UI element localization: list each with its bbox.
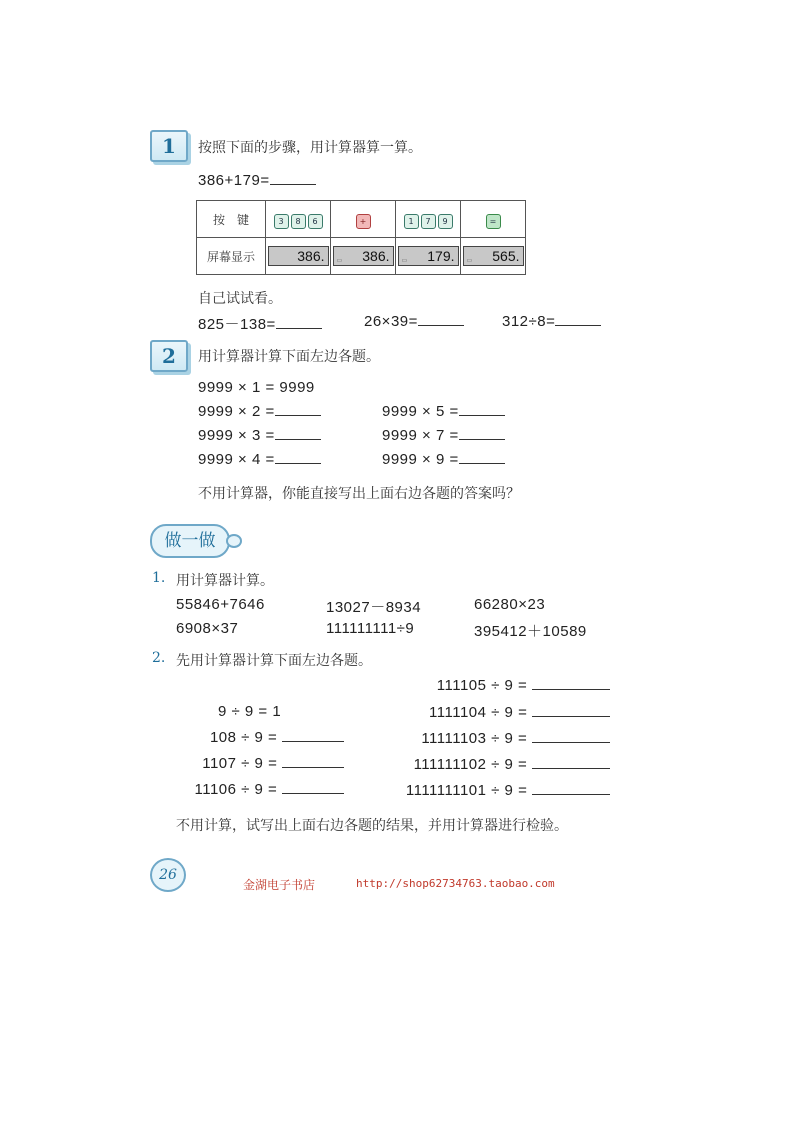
- question-number-1: 1.: [152, 570, 166, 586]
- key-button: 3: [274, 214, 289, 229]
- problem-text: 9999 × 9 =: [382, 451, 459, 468]
- section1-instruction: 按照下面的步骤，用计算器算一算。: [198, 140, 422, 156]
- answer-blank[interactable]: [418, 324, 464, 326]
- section-number-2: 2: [150, 340, 188, 372]
- answer-blank[interactable]: [532, 767, 610, 769]
- key-button: 1: [404, 214, 419, 229]
- answer-blank[interactable]: [532, 741, 610, 743]
- problem-text: 9999 × 2 =: [198, 403, 275, 420]
- problem-text: 9 ÷ 9 = 1: [218, 703, 282, 720]
- q2-note: 不用计算，试写出上面右边各题的结果，并用计算器进行检验。: [176, 818, 568, 834]
- key-group-3: [396, 201, 461, 238]
- problem-text: 11111103 ÷ 9 =: [421, 730, 528, 747]
- problem-text: 9999 × 5 =: [382, 403, 459, 420]
- q2-left-row: [150, 729, 344, 746]
- calc-problem: 66280×23: [474, 596, 546, 613]
- display-row: [197, 238, 526, 275]
- question-number-2: 2.: [152, 650, 166, 666]
- store-name: 金湖电子书店: [243, 878, 316, 892]
- speech-bubble-tail-icon: [226, 534, 242, 548]
- problem-text: 9999 × 7 =: [382, 427, 459, 444]
- problem-text: 312÷8=: [502, 313, 556, 330]
- problem-text: 825－138=: [198, 316, 276, 333]
- problem-text: 1111104 ÷ 9 =: [429, 704, 528, 721]
- display-indicator-icon: ▭: [401, 258, 408, 264]
- display-value: 386.: [362, 248, 390, 264]
- calculator-display: [463, 246, 524, 266]
- calculator-display: [268, 246, 329, 266]
- display-row-header: 屏幕显示: [197, 238, 266, 275]
- section2-left-4: [198, 451, 321, 468]
- problem-text: 11106 ÷ 9 =: [194, 781, 278, 798]
- calculator-display: [398, 246, 459, 266]
- q2-left-row: [150, 755, 344, 772]
- question-2-text: 先用计算器计算下面左边各题。: [176, 653, 372, 669]
- answer-blank[interactable]: [459, 414, 505, 416]
- calculator-steps-table: [196, 200, 526, 275]
- problem-text: 9999 × 4 =: [198, 451, 275, 468]
- calc-problem: 6908×37: [176, 620, 239, 637]
- answer-blank[interactable]: [459, 462, 505, 464]
- display-cell-2: [331, 238, 396, 275]
- answer-blank[interactable]: [459, 438, 505, 440]
- calc-problem: 55846+7646: [176, 596, 265, 613]
- key-group-4: [461, 201, 526, 238]
- answer-blank[interactable]: [276, 327, 322, 329]
- display-value: 179.: [427, 248, 455, 264]
- keys-row: [197, 201, 526, 238]
- answer-blank[interactable]: [282, 766, 344, 768]
- display-cell-4: [461, 238, 526, 275]
- problem-text: 386+179=: [198, 172, 270, 189]
- problem-text: 26×39=: [364, 313, 418, 330]
- key-button: 8: [291, 214, 306, 229]
- display-indicator-icon: ▭: [336, 258, 343, 264]
- calc-problem: 13027－8934: [326, 599, 422, 616]
- problem-text: 111105 ÷ 9 =: [436, 677, 528, 694]
- answer-blank[interactable]: [275, 414, 321, 416]
- key-group-2: [331, 201, 396, 238]
- answer-blank[interactable]: [282, 740, 344, 742]
- plus-key: +: [356, 214, 371, 229]
- try-problem: [198, 313, 322, 334]
- answer-blank[interactable]: [282, 792, 344, 794]
- problem-text: 1111111101 ÷ 9 =: [405, 782, 528, 799]
- display-cell-1: [266, 238, 331, 275]
- question-1-text: 用计算器计算。: [176, 573, 274, 589]
- calc-problem: 111111111÷9: [326, 620, 415, 637]
- calculator-display: [333, 246, 394, 266]
- display-value: 386.: [297, 248, 325, 264]
- key-button: 6: [308, 214, 323, 229]
- display-indicator-icon: ▭: [466, 258, 473, 264]
- section2-left-2: [198, 403, 321, 420]
- store-url[interactable]: http://shop62734763.taobao.com: [356, 877, 555, 890]
- q2-left-row: [160, 703, 344, 720]
- keys-row-header: 按 键: [197, 201, 266, 238]
- q2-right-row: [360, 782, 610, 799]
- section2-left-3: [198, 427, 321, 444]
- section-number-1: 1: [150, 130, 188, 162]
- problem-text: 111111102 ÷ 9 =: [413, 756, 528, 773]
- q2-right-row: [360, 730, 610, 747]
- answer-blank[interactable]: [532, 793, 610, 795]
- page-number: 26: [150, 858, 186, 892]
- section2-right-1: [382, 403, 505, 420]
- section1-problem: [198, 172, 316, 189]
- q2-right-row: [360, 756, 610, 773]
- answer-blank[interactable]: [555, 324, 601, 326]
- display-value: 565.: [492, 248, 520, 264]
- try-problem: [364, 313, 464, 330]
- try-problem: [502, 313, 601, 330]
- try-yourself-label: 自己试试看。: [198, 291, 282, 307]
- problem-text: 108 ÷ 9 =: [209, 729, 278, 746]
- problem-text: 1107 ÷ 9 =: [202, 755, 278, 772]
- calc-problem: 395412＋10589: [474, 623, 587, 640]
- key-button: 7: [421, 214, 436, 229]
- section2-instruction: 用计算器计算下面左边各题。: [198, 349, 380, 365]
- q2-left-row: [150, 781, 344, 798]
- answer-blank[interactable]: [275, 438, 321, 440]
- section2-left-1: 9999 × 1 = 9999: [198, 379, 315, 396]
- answer-blank[interactable]: [270, 183, 316, 185]
- answer-blank[interactable]: [532, 688, 610, 690]
- section2-right-2: [382, 427, 505, 444]
- key-group-1: [266, 201, 331, 238]
- answer-blank[interactable]: [275, 462, 321, 464]
- display-cell-3: [396, 238, 461, 275]
- practice-title: 做一做: [150, 524, 230, 558]
- section2-question: 不用计算器，你能直接写出上面右边各题的答案吗？: [198, 486, 520, 502]
- q2-right-row: [360, 677, 610, 694]
- section2-right-3: [382, 451, 505, 468]
- answer-blank[interactable]: [532, 715, 610, 717]
- equals-key: =: [486, 214, 501, 229]
- q2-right-row: [360, 704, 610, 721]
- key-button: 9: [438, 214, 453, 229]
- problem-text: 9999 × 3 =: [198, 427, 275, 444]
